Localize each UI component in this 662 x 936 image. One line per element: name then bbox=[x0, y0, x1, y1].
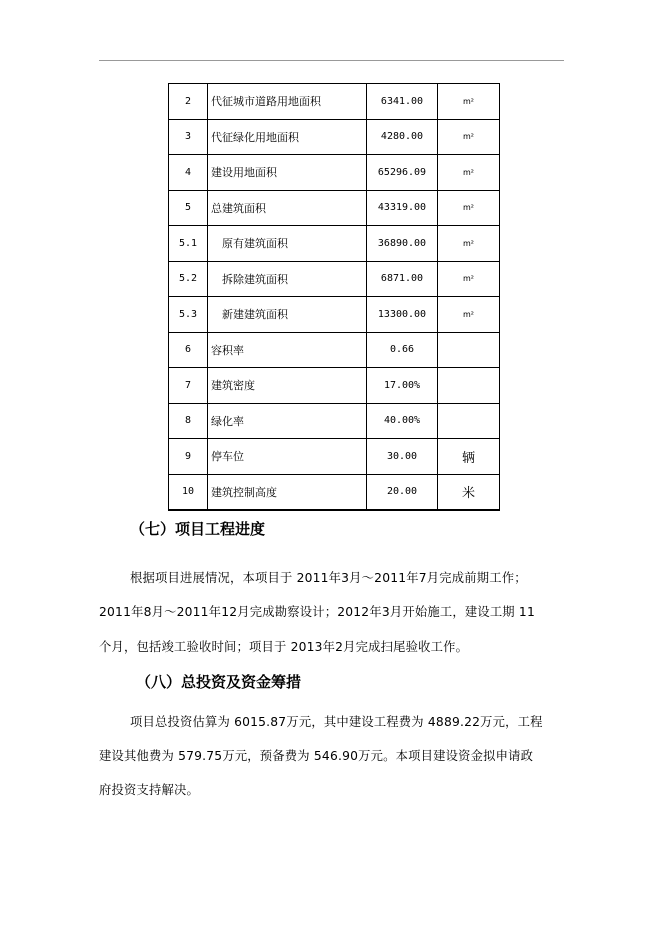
table-row bbox=[169, 84, 500, 120]
row-number: 5.3 bbox=[169, 297, 208, 333]
row-unit bbox=[438, 403, 500, 439]
table-row bbox=[169, 403, 500, 439]
row-indicator-name: 建筑密度 bbox=[208, 368, 367, 404]
table-row bbox=[169, 474, 500, 510]
row-unit: m² bbox=[438, 226, 500, 262]
row-value: 43319.00 bbox=[367, 190, 438, 226]
row-value: 20.00 bbox=[367, 474, 438, 510]
row-unit: m² bbox=[438, 297, 500, 333]
row-number: 8 bbox=[169, 403, 208, 439]
row-unit: m² bbox=[438, 190, 500, 226]
table-row bbox=[169, 155, 500, 191]
table-row bbox=[169, 190, 500, 226]
row-indicator-name: 代征城市道路用地面积 bbox=[208, 84, 367, 120]
row-indicator-name: 建设用地面积 bbox=[208, 155, 367, 191]
row-value: 30.00 bbox=[367, 439, 438, 475]
row-value: 6871.00 bbox=[367, 261, 438, 297]
row-number: 5.2 bbox=[169, 261, 208, 297]
row-unit: m² bbox=[438, 119, 500, 155]
row-value: 0.66 bbox=[367, 332, 438, 368]
table-row bbox=[169, 119, 500, 155]
row-value: 17.00% bbox=[367, 368, 438, 404]
row-number: 9 bbox=[169, 439, 208, 475]
row-number: 2 bbox=[169, 84, 208, 120]
row-indicator-name: 新建建筑面积 bbox=[208, 297, 367, 333]
table-row bbox=[169, 332, 500, 368]
section-7-line-3: 个月，包括竣工验收时间；项目于 2013年2月完成扫尾验收工作。 bbox=[99, 640, 469, 654]
table-row bbox=[169, 439, 500, 475]
row-indicator-name: 代征绿化用地面积 bbox=[208, 119, 367, 155]
section-8-line-3: 府投资支持解决。 bbox=[99, 783, 199, 797]
section-7-line-2: 2011年8月～2011年12月完成勘察设计；2012年3月开始施工，建设工期 11 bbox=[99, 605, 535, 619]
row-number: 3 bbox=[169, 119, 208, 155]
row-value: 13300.00 bbox=[367, 297, 438, 333]
row-indicator-name: 拆除建筑面积 bbox=[208, 261, 367, 297]
row-unit: 辆 bbox=[438, 439, 500, 475]
row-number: 7 bbox=[169, 368, 208, 404]
section-8-line-1: 项目总投资估算为 6015.87万元，其中建设工程费为 4889.22万元，工程 bbox=[130, 715, 543, 729]
section-7-line-1: 根据项目进展情况，本项目于 2011年3月～2011年7月完成前期工作； bbox=[130, 571, 527, 585]
row-value: 40.00% bbox=[367, 403, 438, 439]
row-value: 36890.00 bbox=[367, 226, 438, 262]
row-value: 65296.09 bbox=[367, 155, 438, 191]
indicator-table bbox=[168, 83, 500, 511]
table-row bbox=[169, 226, 500, 262]
section-8-heading: （八）总投资及资金筹措 bbox=[136, 673, 302, 691]
row-indicator-name: 容积率 bbox=[208, 332, 367, 368]
table-row bbox=[169, 261, 500, 297]
row-unit bbox=[438, 332, 500, 368]
table-row bbox=[169, 297, 500, 333]
section-7-heading: （七）项目工程进度 bbox=[130, 520, 266, 538]
row-value: 6341.00 bbox=[367, 84, 438, 120]
row-indicator-name: 总建筑面积 bbox=[208, 190, 367, 226]
section-8-line-2: 建设其他费为 579.75万元，预备费为 546.90万元。本项目建设资金拟申请政 bbox=[99, 749, 534, 763]
row-unit: m² bbox=[438, 155, 500, 191]
header-rule bbox=[99, 60, 564, 61]
row-value: 4280.00 bbox=[367, 119, 438, 155]
row-number: 6 bbox=[169, 332, 208, 368]
row-number: 5 bbox=[169, 190, 208, 226]
row-unit bbox=[438, 368, 500, 404]
row-unit: m² bbox=[438, 261, 500, 297]
row-unit: 米 bbox=[438, 474, 500, 510]
row-indicator-name: 原有建筑面积 bbox=[208, 226, 367, 262]
row-indicator-name: 绿化率 bbox=[208, 403, 367, 439]
row-number: 10 bbox=[169, 474, 208, 510]
row-number: 4 bbox=[169, 155, 208, 191]
row-number: 5.1 bbox=[169, 226, 208, 262]
table-row bbox=[169, 368, 500, 404]
row-unit: m² bbox=[438, 84, 500, 120]
row-indicator-name: 停车位 bbox=[208, 439, 367, 475]
row-indicator-name: 建筑控制高度 bbox=[208, 474, 367, 510]
